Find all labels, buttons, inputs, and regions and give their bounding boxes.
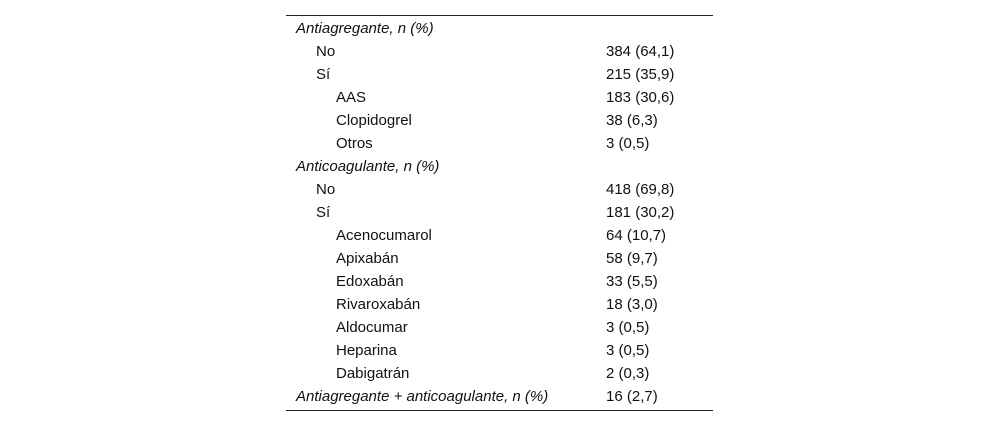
table-row [286,201,713,224]
row-value: 183 (30,6) [606,89,675,106]
row-label: Antiagregante, n (%) [296,20,434,37]
row-value: 215 (35,9) [606,66,675,83]
row-value: 418 (69,8) [606,181,675,198]
row-label: Apixabán [336,250,399,267]
row-label: AAS [336,89,367,106]
row-value: 64 (10,7) [606,227,667,244]
row-value: 58 (9,7) [606,250,658,267]
row-value: 18 (3,0) [606,296,658,313]
row-label: Clopidogrel [336,112,412,129]
table-row [286,362,713,385]
row-label: Dabigatrán [336,365,410,382]
table-row [286,109,713,132]
row-label: Acenocumarol [336,227,432,244]
table-row [286,63,713,86]
row-label: Sí [316,204,331,221]
row-label: Antiagregante + anticoagulante, n (%) [296,388,549,405]
row-label: Anticoagulante, n (%) [296,158,440,175]
table-row [286,86,713,109]
row-value: 3 (0,5) [606,342,650,359]
row-label: No [316,43,336,60]
row-label: No [316,181,336,198]
row-value: 384 (64,1) [606,43,675,60]
row-value: 33 (5,5) [606,273,658,290]
table-row [286,40,713,63]
row-value: 2 (0,3) [606,365,650,382]
table-row [286,247,713,270]
row-label: Otros [336,135,373,152]
table-row [286,224,713,247]
table-row-section-antiagregante [286,17,713,40]
row-value: 181 (30,2) [606,204,675,221]
row-label: Heparina [336,342,397,359]
table-row [286,178,713,201]
table-row-section-anticoagulante [286,155,713,178]
row-label: Edoxabán [336,273,404,290]
row-value: 16 (2,7) [606,388,658,405]
table-row [286,316,713,339]
table-row [286,270,713,293]
row-label: Aldocumar [336,319,408,336]
row-label: Rivaroxabán [336,296,421,313]
data-table [286,15,713,411]
table-row [286,339,713,362]
row-value: 3 (0,5) [606,135,650,152]
table-row [286,132,713,155]
table-row [286,293,713,316]
table-row-section-combined [286,385,713,408]
row-label: Sí [316,66,331,83]
row-value: 3 (0,5) [606,319,650,336]
row-value: 38 (6,3) [606,112,658,129]
